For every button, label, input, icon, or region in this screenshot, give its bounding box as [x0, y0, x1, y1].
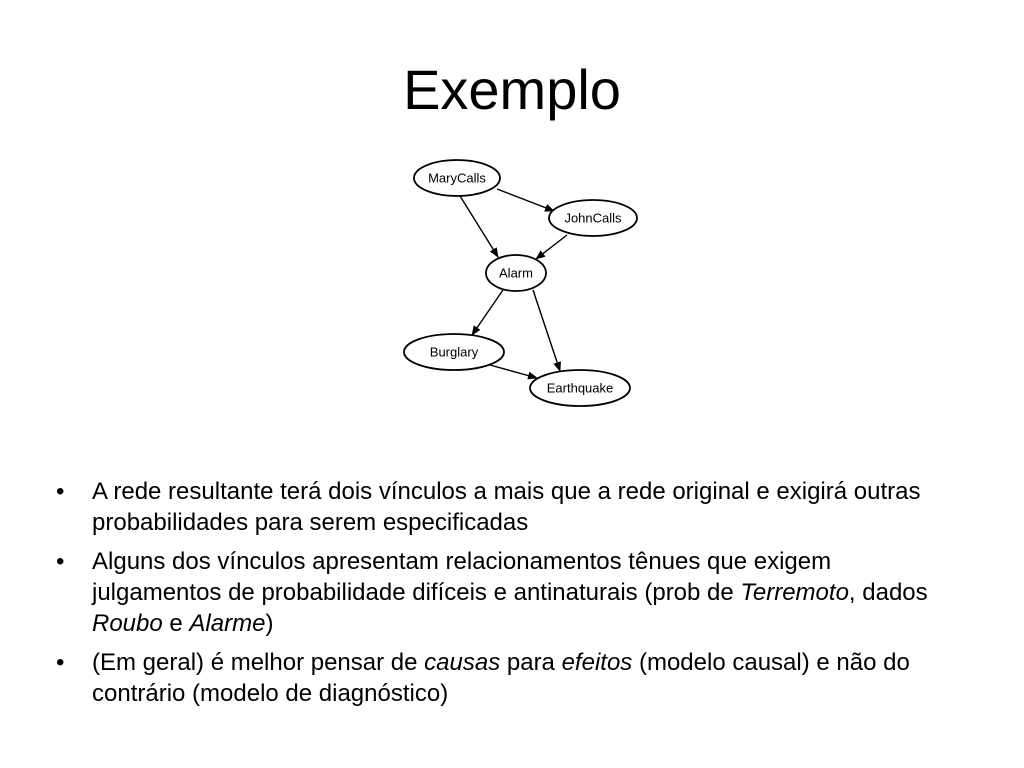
bullet-text: A rede resultante terá dois vínculos a mais que a rede original e exigirá outras probabilidades para serem especificadas: [92, 478, 921, 536]
edge-alarm-burglary: [472, 290, 503, 335]
node-alarm: [486, 255, 546, 291]
node-marycalls: [414, 160, 500, 196]
bullet-item: [56, 476, 956, 538]
bullet-item: [56, 546, 956, 639]
edge-burglary-earthquake: [490, 365, 537, 378]
edge-alarm-earthquake: [533, 290, 560, 371]
node-burglary: [404, 334, 504, 370]
bullet-text: , dados: [848, 579, 928, 606]
bullet-emphasis: Terremoto: [740, 579, 849, 606]
bullet-text: (Em geral) é melhor pensar de: [92, 649, 425, 676]
node-earthquake: [530, 370, 630, 406]
bullet-emphasis: causas: [424, 649, 501, 676]
bullet-emphasis: Roubo: [92, 610, 163, 637]
bullet-mark: •: [56, 649, 65, 676]
node-label-marycalls: MaryCalls: [428, 170, 486, 186]
slide-title: Exemplo: [403, 58, 621, 121]
bullet-mark: •: [56, 478, 65, 505]
edge-johncalls-alarm: [536, 235, 567, 259]
bullet-text: para: [500, 649, 562, 676]
bullet-emphasis: Alarme: [189, 610, 266, 637]
node-label-johncalls: JohnCalls: [564, 210, 622, 226]
bullet-list: [56, 476, 956, 717]
bullet-emphasis: efeitos: [561, 649, 633, 676]
bullet-mark: •: [56, 548, 65, 575]
bullet-text: (modelo causal) e não do contrário (modelo de diagnóstico): [92, 649, 910, 707]
node-label-burglary: Burglary: [429, 344, 479, 360]
node-label-alarm: Alarm: [499, 265, 533, 281]
bullet-item: [56, 647, 956, 709]
node-johncalls: [549, 200, 637, 236]
bullet-text: e: [162, 610, 190, 637]
edge-marycalls-johncalls: [497, 189, 554, 211]
edge-marycalls-alarm: [460, 196, 498, 257]
bullet-text: ): [265, 610, 274, 637]
node-label-earthquake: Earthquake: [546, 380, 614, 396]
bullet-text: Alguns dos vínculos apresentam relacionamentos tênues que exigem julgamentos de probabilidade difíceis e antinaturais (prob de: [92, 548, 832, 606]
